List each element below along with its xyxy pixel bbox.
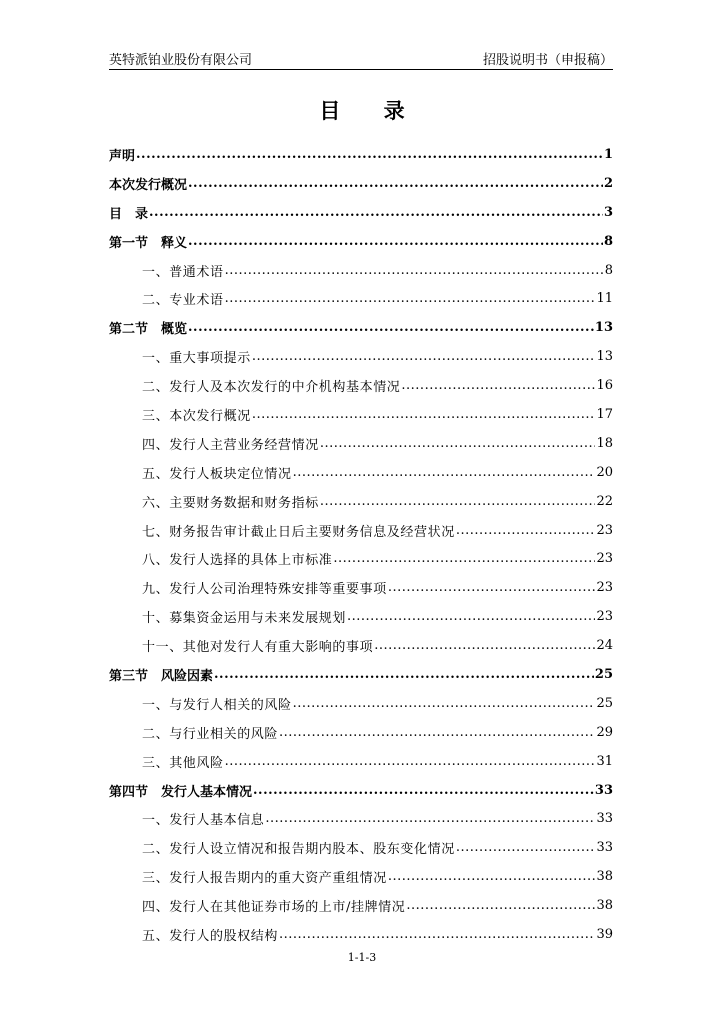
toc-entry-label: 第一节 释义 <box>109 235 188 251</box>
toc-entry-label: 三、本次发行概况 <box>142 408 251 424</box>
toc-entry-label: 三、发行人报告期内的重大资产重组情况 <box>142 871 387 887</box>
toc-entry-label: 第二节 概览 <box>109 322 188 338</box>
toc-section-entry[interactable] <box>109 631 613 660</box>
toc-section-entry[interactable] <box>109 920 613 949</box>
toc-section-entry[interactable] <box>109 400 613 429</box>
company-name: 英特派铂业股份有限公司 <box>109 53 253 68</box>
toc-chapter-entry[interactable] <box>109 169 613 198</box>
toc-section-entry[interactable] <box>109 516 613 545</box>
toc-entry-label: 一、重大事项提示 <box>142 351 251 367</box>
toc-dot-leader <box>374 639 595 652</box>
toc-entry-page: 13 <box>596 349 613 365</box>
toc-entry-page: 16 <box>596 378 613 394</box>
toc-entry-label: 第三节 风险因素 <box>109 668 214 684</box>
toc-section-entry[interactable] <box>109 487 613 516</box>
toc-section-entry[interactable] <box>109 342 613 371</box>
toc-entry-label: 十、募集资金运用与未来发展规划 <box>142 611 347 627</box>
page-number: 1-1-3 <box>347 951 377 964</box>
toc-entry-label: 第四节 发行人基本情况 <box>109 784 253 800</box>
toc-section-entry[interactable] <box>109 284 613 313</box>
toc-entry-page: 22 <box>596 493 613 509</box>
toc-section-entry[interactable] <box>109 429 613 458</box>
toc-section-entry[interactable] <box>109 718 613 747</box>
toc-entry-page: 2 <box>603 175 613 191</box>
toc-entry-label: 六、主要财务数据和财务指标 <box>142 495 319 511</box>
toc-dot-leader <box>406 899 595 912</box>
toc-entry-page: 8 <box>603 233 613 249</box>
toc-entry-label: 四、发行人主营业务经营情况 <box>142 437 319 453</box>
toc-dot-leader <box>225 292 596 305</box>
toc-dot-leader <box>253 784 594 797</box>
toc-entry-page: 1 <box>603 146 613 162</box>
toc-entry-label: 三、其他风险 <box>142 755 224 771</box>
toc-dot-leader <box>456 841 596 854</box>
toc-dot-leader <box>279 726 595 739</box>
toc-entry-page: 38 <box>596 898 613 914</box>
toc-section-entry[interactable] <box>109 689 613 718</box>
toc-entry-page: 3 <box>603 204 613 220</box>
toc-entry-page: 23 <box>596 522 613 538</box>
toc-entry-page: 23 <box>596 551 613 567</box>
toc-dot-leader <box>225 755 596 768</box>
toc-dot-leader <box>320 495 596 508</box>
toc-entry-page: 29 <box>596 724 613 740</box>
toc-dot-leader <box>320 437 596 450</box>
toc-chapter-entry[interactable] <box>109 140 613 169</box>
toc-entry-label: 二、发行人及本次发行的中介机构基本情况 <box>142 380 401 396</box>
toc-dot-leader <box>188 235 603 248</box>
table-of-contents <box>109 140 613 949</box>
page-title: 目 录 <box>319 98 423 123</box>
toc-entry-page: 13 <box>594 320 613 336</box>
toc-chapter-entry[interactable] <box>109 660 613 689</box>
toc-dot-leader <box>293 697 596 710</box>
toc-entry-label: 八、发行人选择的具体上市标准 <box>142 553 333 569</box>
toc-entry-page: 23 <box>596 609 613 625</box>
toc-section-entry[interactable] <box>109 891 613 920</box>
toc-entry-label: 声明 <box>109 148 136 164</box>
toc-dot-leader <box>188 177 603 190</box>
toc-entry-label: 本次发行概况 <box>109 177 188 193</box>
toc-entry-page: 33 <box>596 840 613 856</box>
toc-dot-leader <box>252 408 596 421</box>
toc-chapter-entry[interactable] <box>109 198 613 227</box>
toc-entry-page: 20 <box>596 464 613 480</box>
toc-dot-leader <box>225 264 604 277</box>
toc-entry-page: 33 <box>594 782 613 798</box>
toc-entry-label: 九、发行人公司治理特殊安排等重要事项 <box>142 582 387 598</box>
toc-entry-page: 39 <box>596 926 613 942</box>
toc-entry-label: 四、发行人在其他证券市场的上市/挂牌情况 <box>142 900 406 916</box>
toc-section-entry[interactable] <box>109 256 613 285</box>
toc-dot-leader <box>347 610 595 623</box>
toc-section-entry[interactable] <box>109 544 613 573</box>
toc-entry-page: 18 <box>596 435 613 451</box>
toc-section-entry[interactable] <box>109 747 613 776</box>
toc-dot-leader <box>265 812 595 825</box>
toc-entry-label: 目 录 <box>109 206 149 222</box>
toc-entry-label: 二、专业术语 <box>142 293 224 309</box>
toc-entry-label: 十一、其他对发行人有重大影响的事项 <box>142 640 374 656</box>
toc-dot-leader <box>401 379 595 392</box>
toc-dot-leader <box>149 206 603 219</box>
toc-entry-label: 七、财务报告审计截止日后主要财务信息及经营状况 <box>142 524 455 540</box>
toc-section-entry[interactable] <box>109 833 613 862</box>
toc-chapter-entry[interactable] <box>109 313 613 342</box>
toc-entry-page: 8 <box>604 262 613 278</box>
toc-entry-label: 五、发行人的股权结构 <box>142 928 279 944</box>
toc-section-entry[interactable] <box>109 573 613 602</box>
toc-entry-label: 五、发行人板块定位情况 <box>142 466 292 482</box>
toc-entry-page: 23 <box>596 580 613 596</box>
toc-entry-page: 24 <box>596 638 613 654</box>
toc-dot-leader <box>333 552 595 565</box>
toc-chapter-entry[interactable] <box>109 776 613 805</box>
toc-chapter-entry[interactable] <box>109 227 613 256</box>
toc-dot-leader <box>293 466 596 479</box>
toc-dot-leader <box>252 350 596 363</box>
toc-section-entry[interactable] <box>109 458 613 487</box>
toc-entry-label: 一、普通术语 <box>142 264 224 280</box>
toc-section-entry[interactable] <box>109 862 613 891</box>
toc-dot-leader <box>388 581 596 594</box>
toc-dot-leader <box>456 524 596 537</box>
toc-dot-leader <box>136 148 603 161</box>
page-header <box>109 47 613 70</box>
toc-entry-label: 二、发行人设立情况和报告期内股本、股东变化情况 <box>142 842 455 858</box>
toc-dot-leader <box>388 870 596 883</box>
toc-entry-page: 11 <box>596 291 613 307</box>
toc-section-entry[interactable] <box>109 804 613 833</box>
toc-entry-page: 31 <box>596 753 613 769</box>
toc-section-entry[interactable] <box>109 371 613 400</box>
toc-entry-page: 25 <box>596 695 613 711</box>
toc-dot-leader <box>279 928 595 941</box>
toc-entry-page: 38 <box>596 869 613 885</box>
toc-entry-label: 一、与发行人相关的风险 <box>142 697 292 713</box>
toc-entry-page: 17 <box>596 406 613 422</box>
toc-dot-leader <box>214 668 594 681</box>
toc-entry-label: 一、发行人基本信息 <box>142 813 265 829</box>
toc-section-entry[interactable] <box>109 602 613 631</box>
toc-dot-leader <box>188 321 594 334</box>
toc-entry-page: 33 <box>596 811 613 827</box>
toc-entry-label: 二、与行业相关的风险 <box>142 726 279 742</box>
toc-entry-page: 25 <box>594 666 613 682</box>
document-title: 招股说明书（申报稿） <box>482 53 613 68</box>
